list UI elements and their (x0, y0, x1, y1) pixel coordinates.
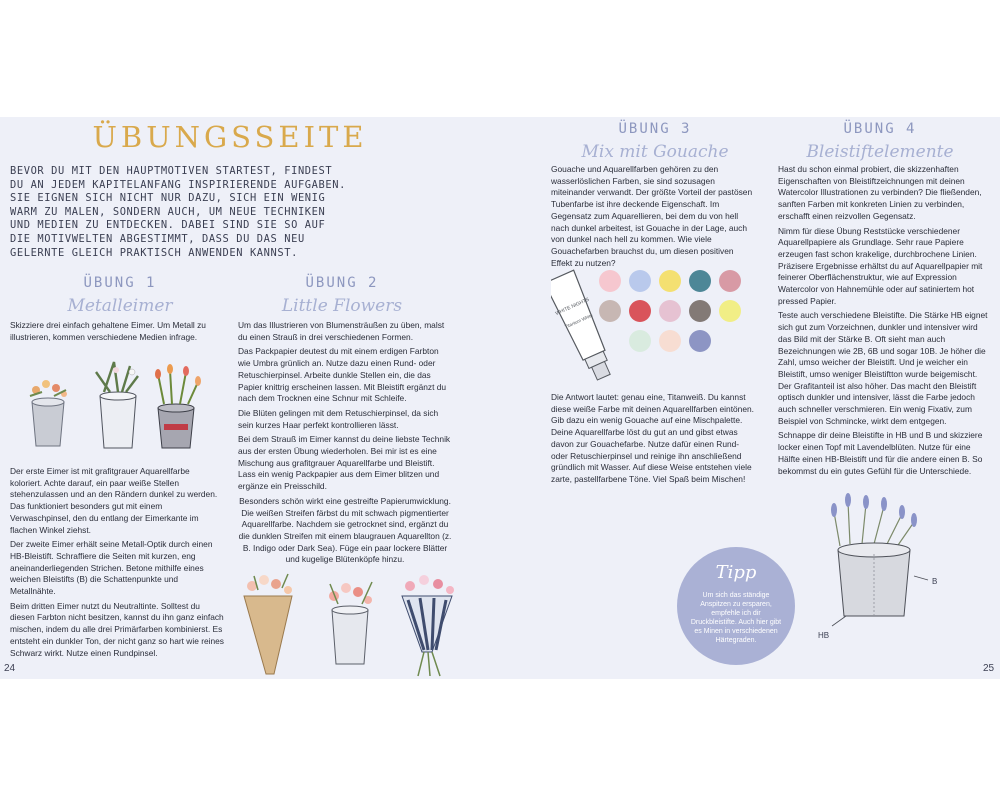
exercise-1-paragraph-2: Der erste Eimer ist mit grafitgrauer Aquarellfarbe koloriert. Achte darauf, ein paar weiße Stellen stehenzulassen und an den Rändern dunkel zu werden. Das funktioniert besonders gut mit einem Verwaschpinsel, den du entlang der Eimerkante im flachen Winkel ziehst. (10, 466, 218, 535)
exercise-3-subtitle: Mix mit Gouache (581, 142, 729, 162)
exercise-3-number: ÜBUNG 3 (618, 121, 692, 137)
exercise-2-paragraph-1: Um das Illustrieren von Blumensträußen zu üben, malst du einen Strauß in drei verschiedenen Formen. (238, 320, 445, 342)
exercise-4-number: ÜBUNG 4 (843, 121, 917, 137)
exercise-2-body (238, 320, 452, 569)
page-number-left: 24 (4, 663, 16, 674)
page-title: ÜBUNGSSEITE (92, 120, 368, 154)
exercise-2-paragraph-2: Das Packpapier deutest du mit einem erdigen Farbton wie Umbra grünlich an. Nutze dazu einen Rund- oder Retuschierpinsel. Arbeite dunkle Stellen ein, die das Papier knittrig erscheinen lassen. Mit Bleistift ergänzt du nach dem Trocknen eine Schnur mit Schleife. (238, 346, 447, 404)
exercise-3-intro (551, 164, 757, 272)
tube-brand: WHITE NIGHTS (554, 296, 591, 317)
color-swatch (599, 270, 621, 292)
exercise-4-body (778, 164, 988, 480)
color-swatch (629, 270, 651, 292)
color-swatch (599, 300, 621, 322)
exercise-1-paragraph-1: Skizziere drei einfach gehaltene Eimer. Um Metall zu illustrieren, kommen verschiedene Medien infrage. (10, 320, 206, 342)
exercise-2-paragraph-3: Die Blüten gelingen mit dem Retuschierpinsel, da sich sein kurzes Haar perfekt kontrollieren lässt. (238, 407, 439, 430)
color-swatch (719, 300, 741, 322)
exercise-1-number: ÜBUNG 1 (83, 275, 157, 291)
exercise-4-paragraph-3: Teste auch verschiedene Bleistifte. Die Stärke HB eignet sich gut zum Vorzeichnen, dunkler und intensiver wird das Bild mit der Stärke B. Oft sieht man auch Bezeichnungen wie 2B, 6B und sogar 10B. Je höher die Zahl, umso weicher der Bleistift. Und je weicher ein Bleistift, umso weniger Bleistiftton wurde beigemischt. Der Grafitanteil ist also höher. Das macht den Bleistift optisch dunkler und intensiver, lässt die Farbe jedoch auch schneller verschmieren. Ein wenig Fixativ, zum Beispiel von Schmincke, wirkt dem entgegen. (778, 310, 988, 426)
exercise-2-paragraph-4: Bei dem Strauß im Eimer kannst du deine liebste Technik aus der ersten Übung wiederholen. Bei mir ist es eine Mischung aus grafitgrauer Aquarellfarbe und Bleistift. Lass ein wenig Packpapier aus dem Eimer blitzen und ergänze ein Preisschild. (238, 434, 451, 492)
bouquets-illustration (238, 566, 470, 678)
color-swatch (719, 270, 741, 292)
exercise-2-number: ÜBUNG 2 (305, 275, 379, 291)
color-swatch (659, 270, 681, 292)
color-swatch (629, 300, 651, 322)
tube-label: Titanium White (564, 312, 594, 330)
bucket-neutral-tint (155, 364, 201, 448)
color-swatch (689, 330, 711, 352)
exercise-2-subtitle: Little Flowers (281, 296, 403, 316)
bouquet-kraft-paper (244, 574, 292, 674)
exercise-1-subtitle: Metalleimer (67, 296, 173, 316)
exercise-3-paragraph-1: Gouache und Aquarellfarben gehören zu den wasserlöslichen Farben, sie sind sozusagen miteinander verwandt. Der größte Vorteil der pastösen Tubenfarbe ist ihre deckende Eigenschaft. Im Gegensatz zum Aquarellieren, bei dem du von hell nach dunkel arbeitest, ist Gouache in der Lage, auch von dunkel nach hell zu kommen. Wie viele Gouachefarben brauchst du, um diesen positiven Effekt zu nutzen? (551, 164, 753, 268)
tip-title: Tipp (715, 562, 757, 583)
exercise-4-subtitle: Bleistiftelemente (806, 142, 954, 162)
exercise-3-paragraph-2: Die Antwort lautet: genau eine, Titanweiß. Du kannst diese weiße Farbe mit deinen Aquarellfarben eintönen. Gib dazu ein wenig Gouache auf eine Mischpalette. Deine Aquarellfarbe löst du gut an und gibst etwas davon zur Gouachefarbe. Nutze dafür einen Rund- oder Retuschierpinsel und reinige ihn anschließend gründlich mit Wasser. Auf diese Weise entstehen viele zarte, pastellfarbene Töne. Viel Spaß beim Mischen! (551, 392, 754, 484)
exercise-4-paragraph-1: Hast du schon einmal probiert, die skizzenhaften Eigenschaften von Bleistiftzeichnungen mit deinen Watercolor Illustrationen zu verbinden? Die fließenden, sanften Farben mit konkreten Linien zu verbinden, erschafft einen reizvollen Gegensatz. (778, 164, 982, 221)
tip-bubble (677, 547, 795, 665)
pencil-label-b: B (932, 577, 938, 586)
exercise-1-paragraph-3: Der zweite Eimer erhält seine Metall-Optik durch einen HB-Bleistift. Schraffiere die Seiten mit kurzen, eng aneinanderliegenden Strichen. Betone mithilfe eines weichen Bleistifts (B) die Schattenpunkte und Metallnähte. (10, 539, 213, 597)
bucket-pencil (96, 362, 138, 448)
exercise-1-intro (10, 320, 220, 346)
exercise-4-paragraph-2: Nimm für diese Übung Reststücke verschiedener Aquarellpapiere als Grundlage. Sehr raue Papiere erzeugen fast schon krakelige, durchbrochene Linien. Präzisere Ergebnisse erhältst du auf Aquarellpapier mit feinerer Oberflächenstruktur, wie auf Expression Watercolor von Hahnemühle oder auf satiniertem hot pressed Papier. (778, 225, 983, 306)
exercise-2-paragraph-5: Besonders schön wirkt eine gestreifte Papierumwicklung. Die weißen Streifen färbst du mit schwach pigmentierter Aquarellfarbe. Nachdem sie getrocknet sind, ergänzt du die dunklen Streifen mit einem blaugrauen Aquarellton (z. B. Indigo oder Dark Sea). Füge ein paar lockere Blätter und kugelige Blütenköpfe hinzu. (238, 495, 452, 565)
exercise-4-paragraph-4: Schnappe dir deine Bleistifte in HB und B und skizziere locker einen Topf mit Lavendelblüten. Nutze für eine Hälfte einen HB-Bleistift und für die andere einen B. So bekommst du ein gutes Gefühl für die Unterschiede. (778, 430, 983, 476)
bouquet-striped-paper (402, 575, 454, 676)
tip-text: Um sich das ständige Anspitzen zu ersparen, empfehle ich dir Druckbleistifte. Auch hier gibt es Minen in verschiedenen Härtegraden. (690, 592, 782, 644)
exercise-1-body (10, 466, 224, 662)
lavender-pot-illustration (810, 492, 950, 642)
buckets-illustration (18, 352, 214, 456)
intro-text: BEVOR DU MIT DEN HAUPTMOTIVEN STARTEST, FINDEST DU AN JEDEM KAPITELANFANG INSPIRIERENDE AUFGABEN. SIE EIGNEN SICH NICHT NUR DAZU, SICH EIN WENIG WARM ZU MALEN, SONDERN AUCH, UM NEUE TECHNIKEN UND MEDIEN ZU ENTDECKEN. DABEI SIND SIE SO AUF DIE MOTIVWELTEN ABGESTIMMT, DASS DU DAS NEU GELERNTE GLEICH PRAKTISCH ANWENDEN KANNST. (10, 165, 346, 259)
page-number-right: 25 (983, 663, 995, 674)
color-swatch (659, 330, 681, 352)
pencil-label-hb: HB (818, 631, 830, 640)
color-swatch (659, 300, 681, 322)
bouquet-bucket (329, 582, 372, 664)
exercise-3-body (551, 392, 757, 489)
color-swatch (689, 270, 711, 292)
exercise-1-paragraph-4: Beim dritten Eimer nutzt du Neutraltinte. Solltest du diesen Farbton nicht besitzen, kannst du ihn ganz einfach mischen, indem du alle drei Primärfarben kombinierst. Es entsteht ein dunkler Ton, der nicht ganz so hart wie reines Schwarz wirkt. Nutze einen Rundpinsel. (10, 600, 224, 658)
bucket-watercolor (30, 380, 67, 446)
color-swatch (689, 300, 711, 322)
color-swatch (629, 330, 651, 352)
